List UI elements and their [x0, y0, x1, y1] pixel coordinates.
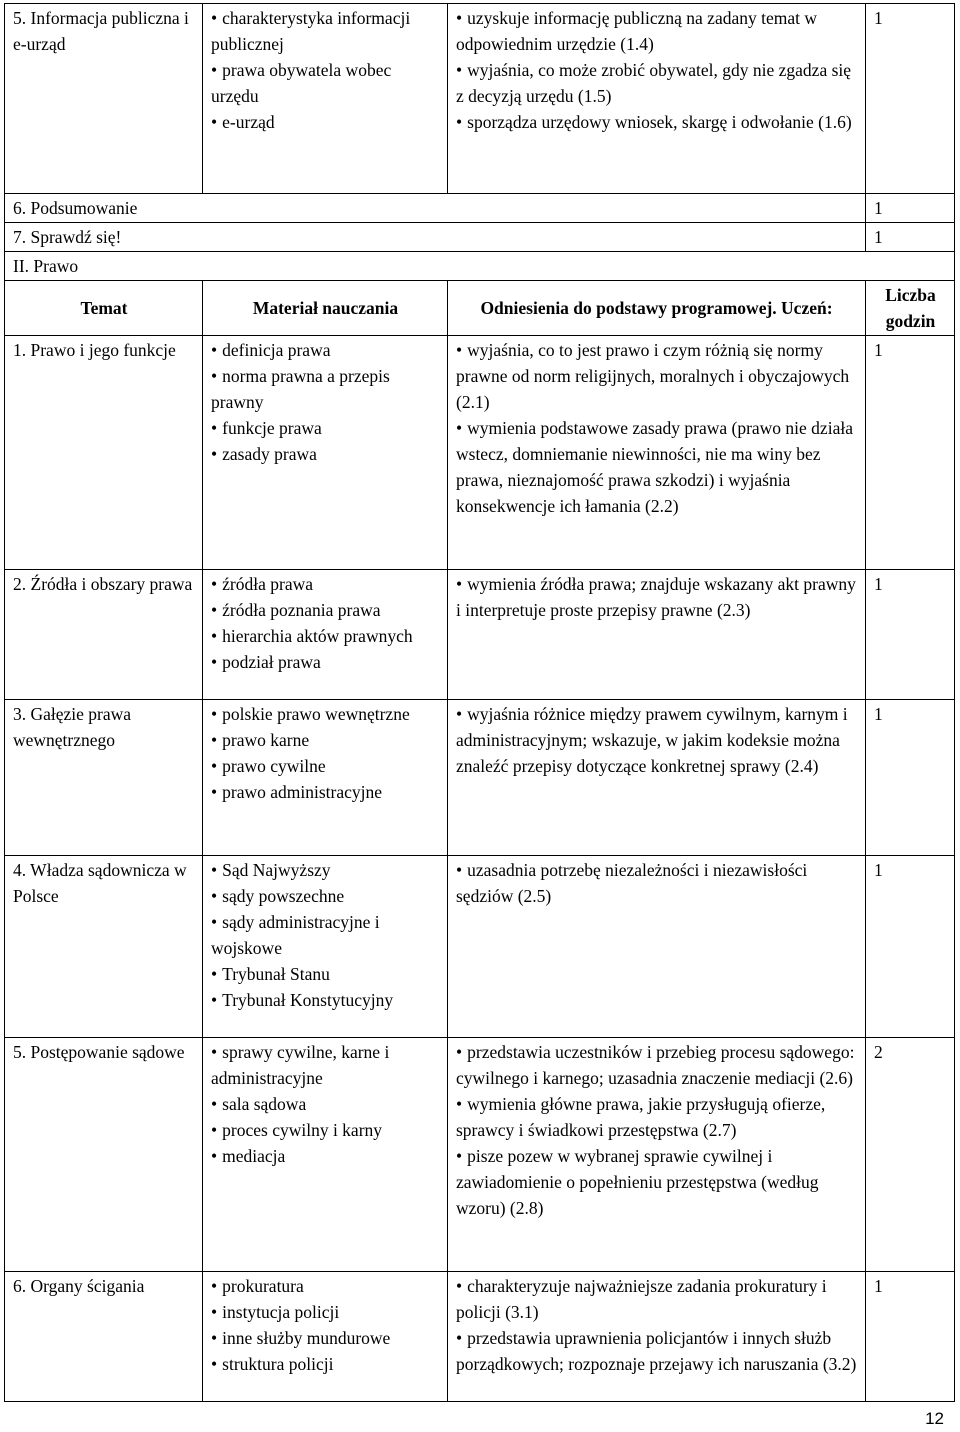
list-item: • prawo administracyjne: [211, 779, 440, 805]
materials-cell: [203, 1272, 448, 1402]
list-item: • prawo cywilne: [211, 753, 440, 779]
hours-cell: 1: [866, 223, 955, 252]
header-topic: Temat: [5, 281, 203, 336]
list-item: • wymienia główne prawa, jakie przysługują ofierze, sprawcy i świadkowi przestępstwa (2.7): [456, 1091, 858, 1143]
header-requirements: Odniesienia do podstawy programowej. Uczeń:: [448, 281, 866, 336]
list-item: • przedstawia uczestników i przebieg procesu sądowego: cywilnego i karnego; uzasadnia znaczenie mediacji (2.6): [456, 1039, 858, 1091]
list-item: • przedstawia uprawnienia policjantów i innych służb porządkowych; rozpoznaje przejawy ich naruszania (3.2): [456, 1325, 858, 1377]
list-item: • funkcje prawa: [211, 415, 440, 441]
requirements-cell: [448, 856, 866, 1038]
hours-cell: 1: [866, 4, 955, 194]
topic-cell: 1. Prawo i jego funkcje: [5, 336, 203, 570]
header-hours: Liczba godzin: [866, 281, 955, 336]
requirements-cell: [448, 4, 866, 194]
list-item: • podział prawa: [211, 649, 440, 675]
requirements-cell: [448, 1038, 866, 1272]
list-item: • wymienia źródła prawa; znajduje wskazany akt prawny i interpretuje proste przepisy prawne (2.3): [456, 571, 858, 623]
materials-cell: [203, 700, 448, 856]
topic-cell: 6. Organy ścigania: [5, 1272, 203, 1402]
list-item: • charakteryzuje najważniejsze zadania prokuratury i policji (3.1): [456, 1273, 858, 1325]
list-item: • proces cywilny i karny: [211, 1117, 440, 1143]
list-item: • prawa obywatela wobec urzędu: [211, 57, 440, 109]
list-item: • prawo karne: [211, 727, 440, 753]
list-item: • sprawy cywilne, karne i administracyjne: [211, 1039, 440, 1091]
topic-cell: 5. Informacja publiczna i e-urząd: [5, 4, 203, 194]
requirements-cell: [448, 336, 866, 570]
list-item: • sporządza urzędowy wniosek, skargę i odwołanie (1.6): [456, 109, 858, 135]
list-item: • pisze pozew w wybranej sprawie cywilnej i zawiadomienie o popełnieniu przestępstwa (według wzoru) (2.8): [456, 1143, 858, 1221]
topic-cell: 5. Postępowanie sądowe: [5, 1038, 203, 1272]
curriculum-table: [4, 3, 955, 1402]
table-row: [5, 1038, 955, 1272]
header-materials: Materiał nauczania: [203, 281, 448, 336]
topic-cell: 3. Gałęzie prawa wewnętrznego: [5, 700, 203, 856]
list-item: • e-urząd: [211, 109, 440, 135]
list-item: • sądy administracyjne i wojskowe: [211, 909, 440, 961]
table-row: [5, 336, 955, 570]
table-row: [5, 700, 955, 856]
hours-cell: 1: [866, 700, 955, 856]
table-row: [5, 223, 955, 252]
requirements-cell: [448, 700, 866, 856]
list-item: • wymienia podstawowe zasady prawa (prawo nie działa wstecz, domniemanie niewinności, nie ma winy bez prawa, nieznajomość prawa szkodzi) i wyjaśnia konsekwencje ich łamania (2.2): [456, 415, 858, 519]
list-item: • definicja prawa: [211, 337, 440, 363]
list-item: • struktura policji: [211, 1351, 440, 1377]
table-row: [5, 4, 955, 194]
list-item: • inne służby mundurowe: [211, 1325, 440, 1351]
topic-cell: 4. Władza sądownicza w Polsce: [5, 856, 203, 1038]
section-title: II. Prawo: [5, 252, 955, 281]
list-item: • polskie prawo wewnętrzne: [211, 701, 440, 727]
list-item: • instytucja policji: [211, 1299, 440, 1325]
table-header-row: [5, 281, 955, 336]
list-item: • sądy powszechne: [211, 883, 440, 909]
hours-cell: 1: [866, 194, 955, 223]
materials-cell: [203, 4, 448, 194]
page-number: 12: [925, 1409, 944, 1428]
hours-cell: 1: [866, 336, 955, 570]
summary-label: 7. Sprawdź się!: [5, 223, 866, 252]
list-item: • Trybunał Konstytucyjny: [211, 987, 440, 1013]
table-row: [5, 252, 955, 281]
list-item: • uzyskuje informację publiczną na zadany temat w odpowiednim urzędzie (1.4): [456, 5, 858, 57]
list-item: • norma prawna a przepis prawny: [211, 363, 440, 415]
hours-cell: 1: [866, 1272, 955, 1402]
requirements-cell: [448, 570, 866, 700]
list-item: • Trybunał Stanu: [211, 961, 440, 987]
list-item: • wyjaśnia różnice między prawem cywilnym, karnym i administracyjnym; wskazuje, w jakim kodeksie można znaleźć przepisy dotyczące konkretnej sprawy (2.4): [456, 701, 858, 779]
list-item: • hierarchia aktów prawnych: [211, 623, 440, 649]
hours-cell: 1: [866, 856, 955, 1038]
hours-cell: 1: [866, 570, 955, 700]
materials-cell: [203, 336, 448, 570]
list-item: • charakterystyka informacji publicznej: [211, 5, 440, 57]
table-row: [5, 1272, 955, 1402]
list-item: • wyjaśnia, co może zrobić obywatel, gdy nie zgadza się z decyzją urzędu (1.5): [456, 57, 858, 109]
list-item: • zasady prawa: [211, 441, 440, 467]
list-item: • źródła prawa: [211, 571, 440, 597]
materials-cell: [203, 570, 448, 700]
requirements-cell: [448, 1272, 866, 1402]
topic-cell: 2. Źródła i obszary prawa: [5, 570, 203, 700]
list-item: • mediacja: [211, 1143, 440, 1169]
materials-cell: [203, 1038, 448, 1272]
list-item: • uzasadnia potrzebę niezależności i niezawisłości sędziów (2.5): [456, 857, 858, 909]
list-item: • Sąd Najwyższy: [211, 857, 440, 883]
list-item: • źródła poznania prawa: [211, 597, 440, 623]
summary-label: 6. Podsumowanie: [5, 194, 866, 223]
table-row: [5, 856, 955, 1038]
list-item: • wyjaśnia, co to jest prawo i czym różnią się normy prawne od norm religijnych, moralnych i obyczajowych (2.1): [456, 337, 858, 415]
list-item: • sala sądowa: [211, 1091, 440, 1117]
table-row: [5, 194, 955, 223]
table-row: [5, 570, 955, 700]
list-item: • prokuratura: [211, 1273, 440, 1299]
materials-cell: [203, 856, 448, 1038]
hours-cell: 2: [866, 1038, 955, 1272]
